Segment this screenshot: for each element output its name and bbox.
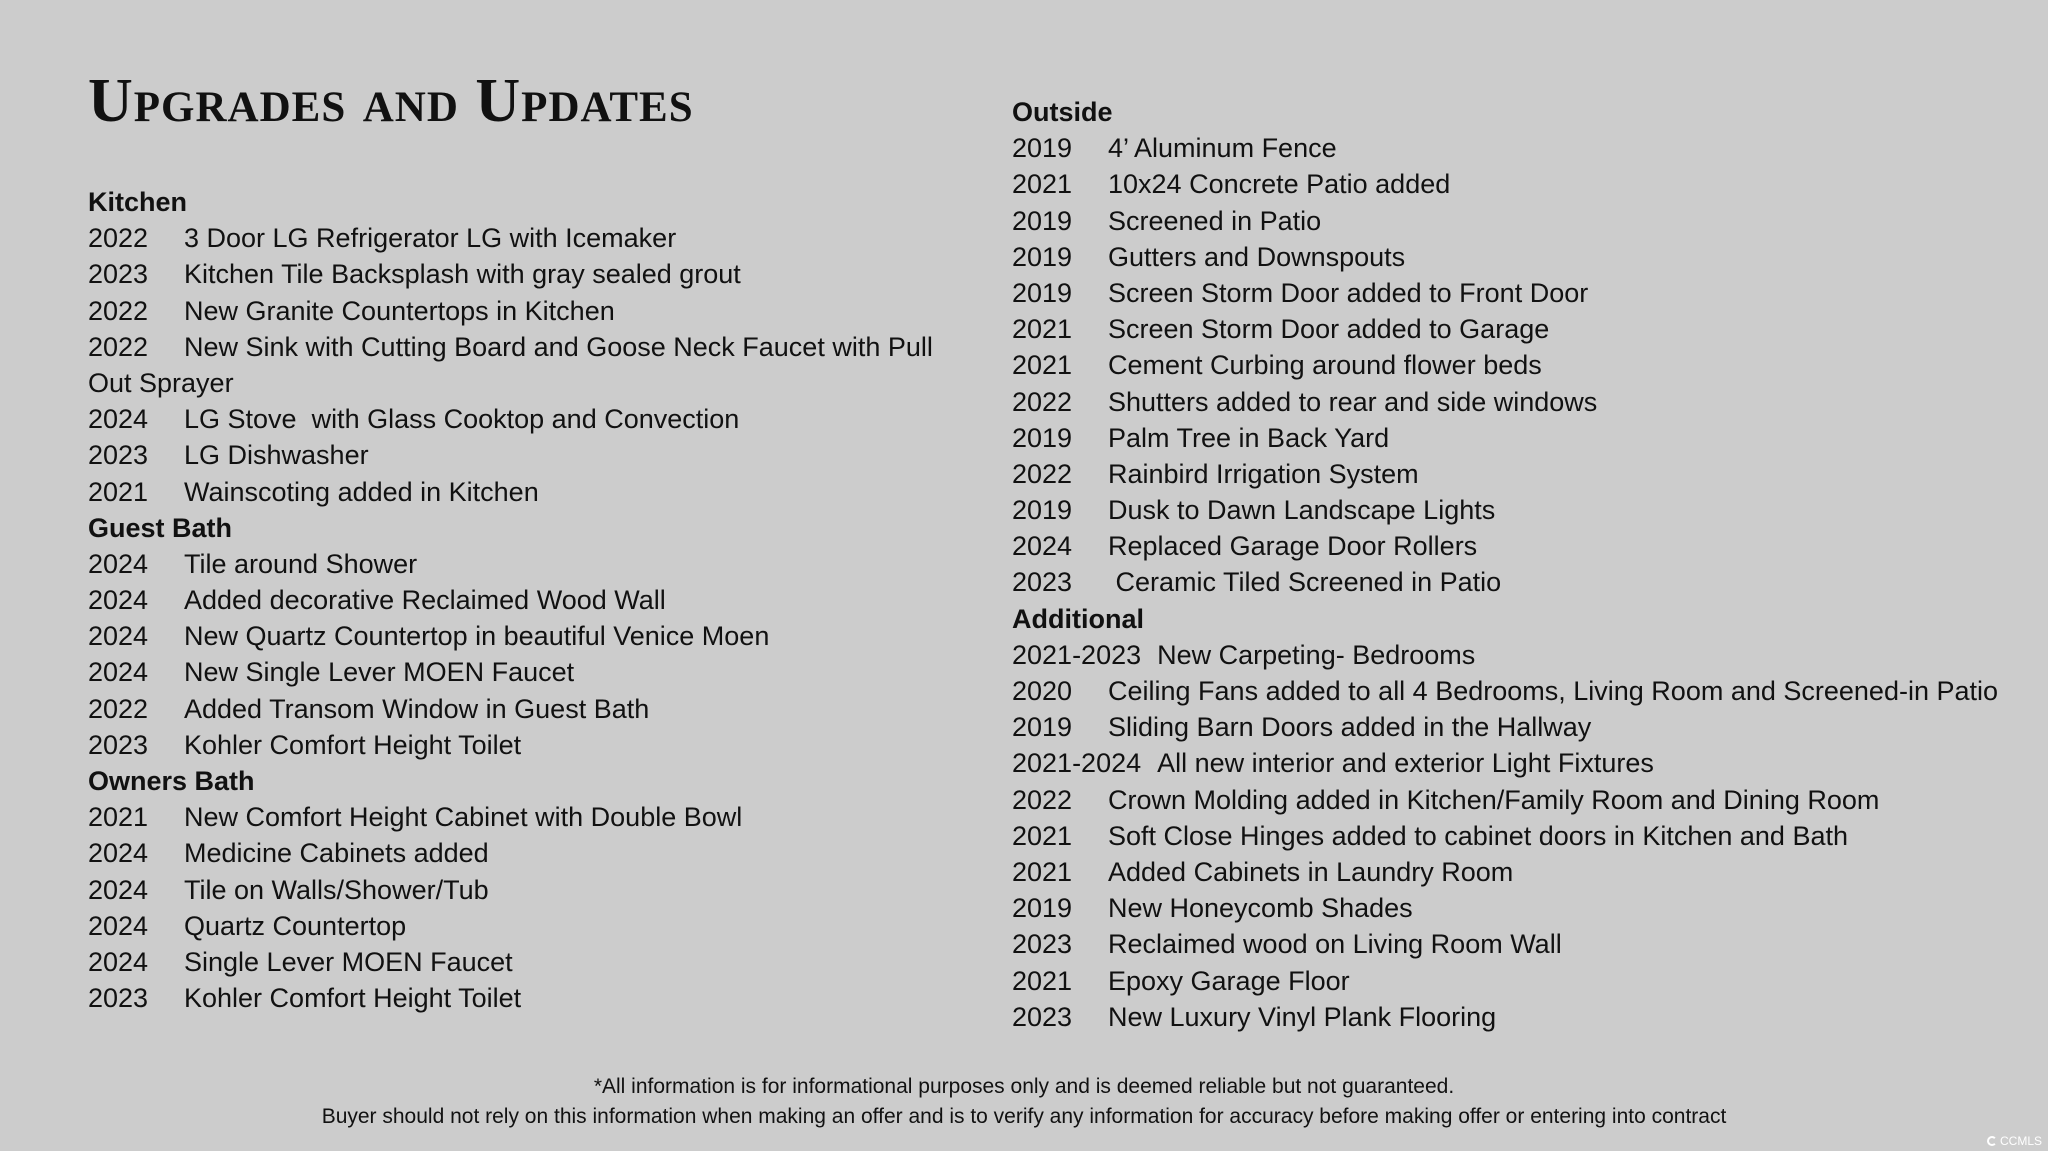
item-description: New Granite Countertops in Kitchen — [184, 295, 615, 326]
list-item — [88, 654, 968, 690]
page-title: Upgrades and Updates — [88, 67, 694, 135]
list-item — [88, 691, 968, 727]
item-year: 2022 — [88, 295, 149, 326]
list-item — [1012, 203, 2022, 239]
list-item — [1012, 275, 2022, 311]
item-year: 2023 — [88, 983, 149, 1014]
item-year: 2021 — [1012, 169, 1073, 200]
list-item — [88, 835, 968, 871]
item-year: 2019 — [1012, 495, 1073, 526]
list-item — [88, 908, 968, 944]
list-item — [88, 980, 968, 1016]
disclaimer-line-1: *All information is for informational purposes only and is deemed reliable but not guaranteed. — [593, 1075, 1455, 1098]
list-item — [1012, 999, 2022, 1035]
item-year: 2021 — [1012, 856, 1073, 887]
item-year: 2023 — [1012, 567, 1073, 598]
ccmls-logo-icon — [1987, 1136, 1997, 1146]
section-additional — [1012, 601, 2022, 1035]
item-year: 2024 — [88, 548, 149, 579]
item-description: Kitchen Tile Backsplash with gray sealed grout — [184, 259, 741, 290]
list-item — [88, 437, 968, 473]
item-year: 2022 — [88, 693, 149, 724]
right-column — [1012, 94, 2022, 1035]
list-item — [88, 293, 968, 329]
item-description: New Single Lever MOEN Faucet — [184, 657, 575, 688]
item-description: Kohler Comfort Height Toilet — [184, 983, 522, 1014]
item-year: 2021-2023 — [1012, 639, 1142, 670]
list-item — [1012, 963, 2022, 999]
item-description: Sliding Barn Doors added in the Hallway — [1108, 712, 1592, 743]
item-description: Epoxy Garage Floor — [1108, 965, 1350, 996]
item-year: 2019 — [1012, 422, 1073, 453]
item-description: Ceramic Tiled Screened in Patio — [1108, 567, 1502, 598]
item-year: 2024 — [88, 621, 149, 652]
item-description: Single Lever MOEN Faucet — [184, 946, 513, 977]
list-item — [88, 727, 968, 763]
section-guest-bath — [88, 510, 968, 763]
item-year: 2022 — [1012, 386, 1073, 417]
item-description: Gutters and Downspouts — [1108, 241, 1406, 272]
item-year: 2021 — [88, 476, 149, 507]
item-year: 2021 — [1012, 350, 1073, 381]
list-item — [1012, 854, 2022, 890]
item-year: 2021 — [1012, 820, 1073, 851]
item-year: 2021 — [88, 802, 149, 833]
item-description: Tile around Shower — [184, 548, 418, 579]
item-description: New Honeycomb Shades — [1108, 893, 1413, 924]
item-description: LG Dishwasher — [184, 440, 369, 471]
list-item — [1012, 130, 2022, 166]
item-year: 2019 — [1012, 893, 1073, 924]
item-year: 2021-2024 — [1012, 748, 1142, 779]
section-title: Guest Bath — [88, 512, 233, 543]
item-description-continued: Out Sprayer — [88, 367, 234, 398]
section-title: Additional — [1012, 603, 1144, 634]
item-description: Medicine Cabinets added — [184, 838, 489, 869]
list-item — [88, 546, 968, 582]
item-description: New Luxury Vinyl Plank Flooring — [1108, 1001, 1497, 1032]
disclaimer-line-2: Buyer should not rely on this information when making an offer and is to verify any information for accuracy before making offer or entering into contract — [321, 1105, 1727, 1128]
item-year: 2022 — [88, 331, 149, 362]
item-year: 2020 — [1012, 676, 1073, 706]
section-owners-bath — [88, 763, 968, 1016]
item-year: 2024 — [1012, 531, 1073, 562]
item-description: Replaced Garage Door Rollers — [1108, 531, 1478, 562]
section-title: Kitchen — [88, 187, 188, 217]
list-item — [1012, 239, 2022, 275]
list-item — [1012, 492, 2022, 528]
item-year: 2019 — [1012, 277, 1073, 308]
item-year: 2023 — [88, 259, 149, 290]
list-item — [1012, 456, 2022, 492]
item-description: Soft Close Hinges added to cabinet doors in Kitchen and Bath — [1108, 820, 1848, 851]
item-year: 2021 — [1012, 314, 1073, 345]
item-year: 2022 — [88, 223, 149, 254]
list-item — [1012, 818, 2022, 854]
list-item — [1012, 745, 2022, 781]
watermark-text: CCMLS — [1999, 1134, 2042, 1148]
item-description: Screen Storm Door added to Front Door — [1108, 277, 1589, 308]
item-description: Screened in Patio — [1108, 205, 1322, 236]
item-description: Screen Storm Door added to Garage — [1108, 314, 1550, 345]
list-item — [88, 220, 968, 256]
item-year: 2022 — [1012, 458, 1073, 489]
list-item — [88, 582, 968, 618]
list-item — [1012, 782, 2022, 818]
item-description: Quartz Countertop — [184, 910, 407, 941]
item-year: 2019 — [1012, 241, 1073, 272]
item-year: 2019 — [1012, 133, 1073, 164]
item-description: Ceiling Fans added to all 4 Bedrooms, Living Room and Screened-in Patio — [1108, 676, 1999, 706]
item-year: 2024 — [88, 585, 149, 616]
watermark-logo — [1987, 1134, 2042, 1148]
list-item — [88, 944, 968, 980]
disclaimer — [0, 1072, 2048, 1132]
section-title: Owners Bath — [88, 766, 255, 796]
item-description: Kohler Comfort Height Toilet — [184, 729, 522, 760]
item-year: 2019 — [1012, 712, 1073, 743]
item-description: New Comfort Height Cabinet with Double Bowl — [184, 802, 743, 833]
item-year: 2024 — [88, 657, 149, 688]
item-description: Dusk to Dawn Landscape Lights — [1108, 495, 1496, 526]
list-item — [1012, 384, 2022, 420]
item-description: Added Transom Window in Guest Bath — [184, 693, 650, 724]
item-year: 2024 — [88, 946, 149, 977]
list-item — [88, 799, 968, 835]
list-item — [88, 474, 968, 510]
section-kitchen — [88, 184, 968, 510]
item-description: Crown Molding added in Kitchen/Family Room and Dining Room — [1108, 784, 1880, 815]
item-year: 2023 — [1012, 1001, 1073, 1032]
item-year: 2024 — [88, 838, 149, 869]
list-item — [1012, 347, 2022, 383]
item-year: 2019 — [1012, 205, 1073, 236]
item-description: Tile on Walls/Shower/Tub — [184, 874, 489, 905]
list-item — [1012, 926, 2022, 962]
item-description: New Sink with Cutting Board and Goose Neck Faucet with Pull — [184, 331, 933, 362]
item-description: All new interior and exterior Light Fixtures — [1157, 748, 1654, 779]
item-description: Wainscoting added in Kitchen — [184, 476, 539, 507]
list-item — [1012, 420, 2022, 456]
item-year: 2023 — [88, 729, 149, 760]
item-description: 10x24 Concrete Patio added — [1108, 169, 1451, 200]
list-item — [88, 618, 968, 654]
item-description: LG Stove with Glass Cooktop and Convection — [184, 404, 740, 435]
section-title: Outside — [1012, 97, 1113, 127]
item-description: Added decorative Reclaimed Wood Wall — [184, 585, 666, 616]
item-description: 4’ Aluminum Fence — [1108, 133, 1337, 164]
item-year: 2023 — [88, 440, 149, 471]
item-year: 2024 — [88, 404, 149, 435]
item-year: 2024 — [88, 910, 149, 941]
item-description: Shutters added to rear and side windows — [1108, 386, 1598, 417]
list-item — [1012, 637, 2022, 673]
item-description: Palm Tree in Back Yard — [1108, 422, 1390, 453]
item-description: New Carpeting- Bedrooms — [1157, 639, 1476, 670]
item-year: 2023 — [1012, 929, 1073, 960]
list-item — [1012, 709, 2022, 745]
list-item — [1012, 311, 2022, 347]
list-item — [88, 401, 968, 437]
item-year: 2021 — [1012, 965, 1073, 996]
list-item — [88, 256, 968, 292]
item-year: 2024 — [88, 874, 149, 905]
list-item — [1012, 528, 2022, 564]
list-item — [1012, 166, 2022, 202]
section-outside — [1012, 94, 2022, 601]
item-year: 2022 — [1012, 784, 1073, 815]
list-item — [1012, 564, 2022, 600]
item-description: Rainbird Irrigation System — [1108, 458, 1419, 489]
item-description: Reclaimed wood on Living Room Wall — [1108, 929, 1562, 960]
list-item — [88, 329, 968, 365]
list-item — [1012, 673, 2022, 709]
item-description: Cement Curbing around flower beds — [1108, 350, 1542, 381]
item-description: New Quartz Countertop in beautiful Venice Moen — [184, 621, 770, 652]
list-item — [1012, 890, 2022, 926]
left-column — [88, 184, 968, 1016]
item-description: 3 Door LG Refrigerator LG with Icemaker — [184, 223, 677, 254]
item-description: Added Cabinets in Laundry Room — [1108, 856, 1514, 887]
list-item — [88, 872, 968, 908]
